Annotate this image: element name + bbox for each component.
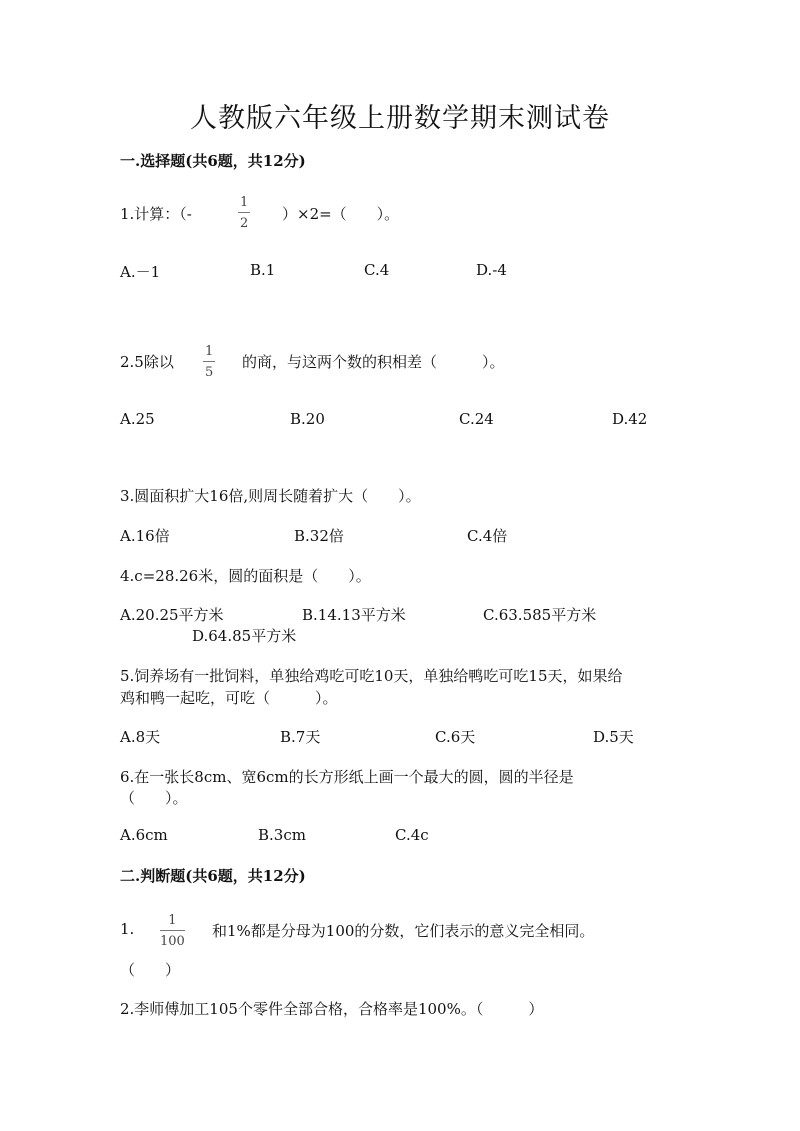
judgement-1-statement: 和1%都是分母为100的分数，它们表示的意义完全相同。 (212, 922, 595, 940)
option-d: D.64.85平方米 (192, 627, 297, 645)
question-5-line-1: 5.饲养场有一批饲料，单独给鸡吃可吃10天，单独给鸭吃可吃15天，如果给 (120, 667, 623, 685)
fraction-denominator: 100 (160, 934, 185, 949)
fraction-numerator: 1 (205, 344, 214, 359)
question-5-line-2: 鸡和鸭一起吃，可吃（ ）。 (120, 689, 338, 707)
question-1-prefix: 1.计算：（- (120, 205, 192, 223)
judgement-2: 2.李师傅加工105个零件全部合格，合格率是100%。（ ） (120, 1000, 544, 1018)
option-b: B.20 (290, 410, 325, 428)
option-c: C.4c (395, 826, 429, 844)
option-a: A.－1 (120, 263, 161, 281)
fraction-denominator: 2 (240, 216, 249, 231)
option-c: C.6天 (435, 728, 476, 746)
fraction-denominator: 5 (205, 365, 214, 380)
judgement-1-prefix: 1. (120, 920, 135, 938)
option-c: C.4 (364, 261, 390, 279)
question-3: 3.圆面积扩大16倍,则周长随着扩大（ ）。 (120, 487, 421, 505)
option-a: A.20.25平方米 (120, 606, 224, 624)
option-c: C.24 (459, 410, 494, 428)
option-b: B.3cm (258, 826, 306, 844)
option-a: A.16倍 (120, 527, 170, 545)
fraction-numerator: 1 (240, 195, 249, 210)
option-b: B.14.13平方米 (302, 606, 406, 624)
question-2-prefix: 2.5除以 (120, 353, 174, 371)
option-d: D.5天 (593, 728, 634, 746)
question-1-suffix: ）×2=（ ）。 (282, 205, 400, 223)
page-title: 人教版六年级上册数学期末测试卷 (190, 103, 610, 134)
section-heading-judgement: 二.判断题(共6题，共12分) (120, 867, 306, 885)
option-c: C.63.585平方米 (483, 606, 597, 624)
option-d: D.-4 (476, 261, 507, 279)
question-2-suffix: 的商，与这两个数的积相差（ ）。 (242, 353, 505, 371)
option-c: C.4倍 (467, 527, 508, 545)
option-b: B.32倍 (294, 527, 344, 545)
option-a: A.6cm (120, 826, 168, 844)
option-b: B.1 (250, 261, 276, 279)
option-d: D.42 (612, 410, 648, 428)
judgement-1-fraction (160, 914, 185, 948)
question-1-fraction (238, 196, 250, 230)
question-6-line-1: 6.在一张长8cm、宽6cm的长方形纸上画一个最大的圆，圆的半径是 (120, 768, 574, 786)
question-2-fraction (203, 345, 215, 379)
option-a: A.25 (120, 410, 155, 428)
fraction-numerator: 1 (168, 913, 177, 928)
question-6-line-2: （ ）。 (120, 789, 188, 807)
judgement-1-blank: （ ） (120, 961, 181, 979)
option-a: A.8天 (120, 728, 161, 746)
option-b: B.7天 (280, 728, 321, 746)
question-4: 4.c=28.26米，圆的面积是（ ）。 (120, 567, 371, 585)
section-heading-choice: 一.选择题(共6题，共12分) (120, 152, 306, 170)
